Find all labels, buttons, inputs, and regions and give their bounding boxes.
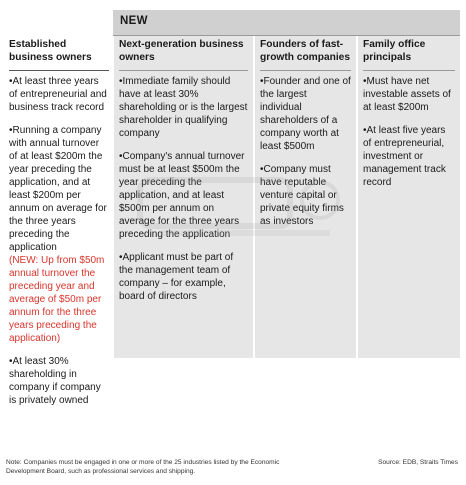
list-item xyxy=(9,75,109,114)
list-item xyxy=(9,355,109,407)
list-item xyxy=(363,124,455,189)
new-banner-label: NEW xyxy=(120,15,148,27)
column-next-generation xyxy=(114,36,253,358)
item-text: • At least three years of entrepreneurial and business track record xyxy=(9,76,107,113)
source-credit: Source: EDB, Straits Times xyxy=(378,459,458,466)
footnote: Note: Companies must be engaged in one or more of the 25 industries listed by the Economic Development Board, such as professional services and shipping. xyxy=(6,459,280,475)
list-item xyxy=(363,75,455,114)
item-text: • Company's annual turnover must be at least $500m the year preceding the application, and at least $500m per annum on average for the three years preceding the application xyxy=(119,151,245,240)
item-text: • Founder and one of the largest individual shareholders of a company worth at least $500m xyxy=(260,76,351,152)
item-text: • Immediate family should have at least 30% shareholding or is the largest shareholder in qualifying company xyxy=(119,76,247,139)
item-text: • Must have net investable assets of at least $200m xyxy=(363,76,451,113)
list-item xyxy=(260,163,351,228)
item-text: • At least 30% shareholding in company if company is privately owned xyxy=(9,356,101,406)
column-family-office xyxy=(358,36,460,358)
list-item xyxy=(119,150,248,241)
list-item xyxy=(119,251,248,303)
column-header: Founders of fast-growth companies xyxy=(260,39,351,71)
new-banner xyxy=(113,10,460,36)
list-item xyxy=(9,124,109,345)
list-item xyxy=(119,75,248,140)
item-text: • At least five years of entrepreneurial, investment or management track record xyxy=(363,125,446,188)
column-founders xyxy=(255,36,356,358)
item-text: • Running a company with annual turnover of at least $200m the year preceding the application, and at least $200m per annum on average for the three years preceding the application xyxy=(9,125,107,253)
column-header: Family office principals xyxy=(363,39,455,71)
column-header: Next-generation business owners xyxy=(119,39,248,71)
highlight-note: (NEW: Up from $50m annual turnover the preceding year and average of $50m per annum for the three years preceding the application) xyxy=(9,255,105,344)
column-established xyxy=(4,36,114,448)
item-text: • Applicant must be part of the management team of company – for example, board of directors xyxy=(119,252,233,302)
column-header: Established business owners xyxy=(9,39,109,71)
item-text: • Company must have reputable venture capital or private equity firms as investors xyxy=(260,164,344,227)
list-item xyxy=(260,75,351,153)
